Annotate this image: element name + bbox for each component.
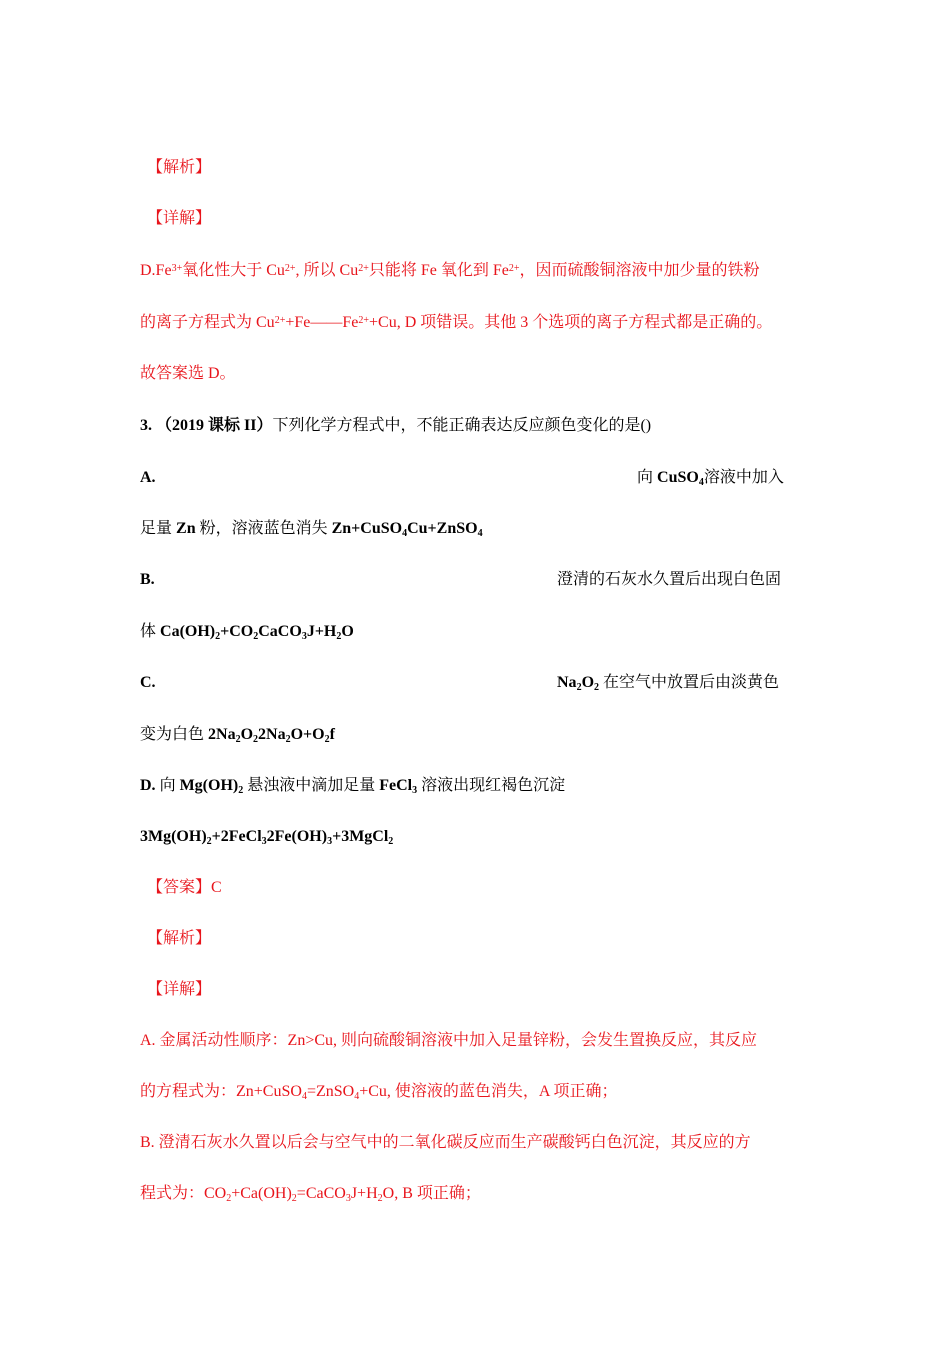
option-letter: C. [140, 674, 156, 691]
question-number: 3. [140, 417, 152, 434]
question-text: 下列化学方程式中，不能正确表达反应颜色变化的是() [272, 417, 652, 434]
question-stem [140, 416, 800, 436]
option-letter: A. [140, 469, 156, 486]
explanation-a-line: A. 金属活动性顺序：Zn>Cu, 则向硫酸铜溶液中加入足量锌粉，会发生置换反应，其反应 [140, 1032, 758, 1049]
section-heading-analysis: 【解析】 [147, 930, 212, 947]
explanation-line: $D.Fe^{3+}$氧化性大于 $Cu^{2+}$, 所以 $Cu^{2+}$只能将 Fe 氧化到 $Fe^{2+}$，因而硫酸铜溶液中加少量的铁粉 [140, 262, 760, 279]
conclusion-line: 故答案选 D。 [140, 365, 236, 382]
option-a-line: A. 向 CuSO$_4$溶液中加入 [140, 469, 784, 488]
explanation-a-line: 的方程式为：Zn+CuSO$_4$=ZnSO$_4$+Cu, 使溶液的蓝色消失，A 项正确； [140, 1083, 618, 1102]
option-letter: B. [140, 571, 155, 588]
option-c-equation-line: 变为白色 $2Na_2O_22Na_2O+O_2f$ [140, 726, 335, 745]
explanation-line: 的离子方程式为 $Cu^{2+}+Fe——Fe^{2+}+Cu$, D 项错误。其他 3 个选项的离子方程式都是正确的。 [140, 314, 773, 331]
option-b-equation-line: 体 $Ca(OH)_2+CO_2CaCO_3J+H_2O$ [140, 623, 354, 642]
answer-line: 【答案】C [147, 879, 222, 896]
chemical-equation: Zn+CuSO$_4$Cu+ZnSO$_4$ [331, 520, 483, 539]
option-a-equation-line: 足量 Zn 粉，溶液蓝色消失 Zn+CuSO$_4$Cu+ZnSO$_4$ [140, 520, 483, 539]
option-b-line: B. 澄清的石灰水久置后出现白色固 [140, 571, 782, 588]
chemical-equation: $Ca(OH)_2+CO_2CaCO_3J+H_2O$ [160, 623, 354, 642]
explanation-b-line: 程式为：$CO_2+Ca(OH)_2=CaCO_3J+H_2O$, B 项正确； [140, 1185, 481, 1204]
section-heading-detail: 【详解】 [147, 981, 212, 998]
option-c-line: C. $Na_2O_2$ 在空气中放置后由淡黄色 [140, 674, 780, 693]
section-heading-analysis: 【解析】 [147, 159, 212, 176]
option-d-equation-line: $3Mg(OH)_2+2FeCl_32Fe(OH)_3+3MgCl_2$ [140, 828, 394, 847]
section-heading-detail: 【详解】 [147, 210, 212, 227]
question-source: （2019 课标 II） [156, 417, 273, 434]
option-d-line: D. 向 $Mg(OH)_2$ 悬浊液中滴加足量 FeCl$_3$ 溶液出现红褐色沉淀 [140, 777, 566, 796]
explanation-b-line: B. 澄清石灰水久置以后会与空气中的二氧化碳反应而生产碳酸钙白色沉淀，其反应的方 [140, 1134, 751, 1151]
option-letter: D. [140, 777, 156, 794]
chemical-equation: $2Na_2O_22Na_2O+O_2f$ [208, 726, 335, 745]
